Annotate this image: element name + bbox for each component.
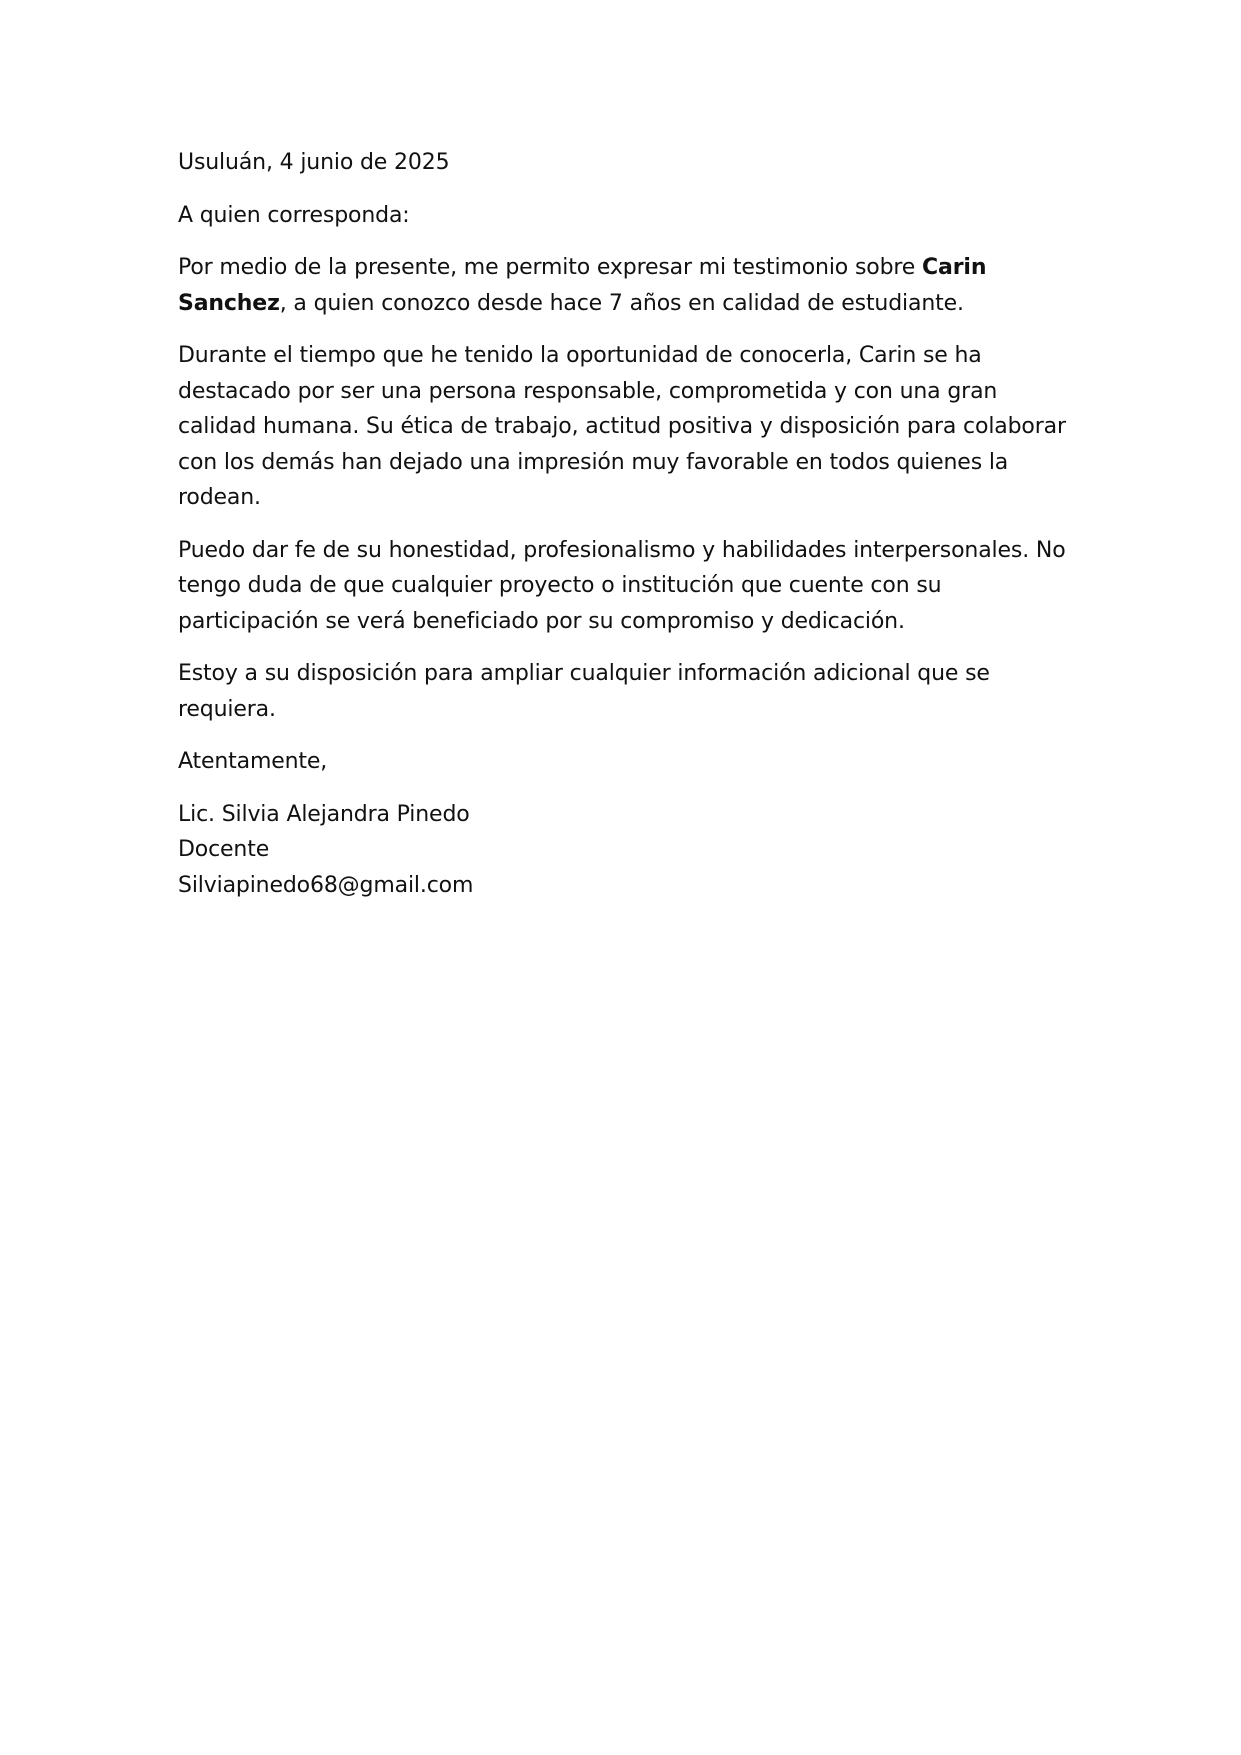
student-name: Carin Sanchez: [178, 255, 987, 316]
character-paragraph: Durante el tiempo que he tenido la oportunidad de conocerla, Carin se ha destacado por ser una persona responsable, comprometida y con una gran calidad humana. Su ética de trabajo, actitud positiva y disposición para colaborar con los demás han dejado una impresión muy favorable en todos quienes la rodean.: [178, 343, 1066, 510]
signer-name: Lic. Silvia Alejandra Pinedo: [178, 801, 470, 827]
signer-email: Silviapinedo68@gmail.com: [178, 872, 474, 898]
intro-paragraph: [178, 250, 1068, 321]
endorsement-paragraph: Puedo dar fe de su honestidad, profesionalismo y habilidades interpersonales. No tengo duda de que cualquier proyecto o institución que cuente con su participación se verá beneficiado por su compromiso y dedicación.: [178, 537, 1066, 634]
availability-paragraph: Estoy a su disposición para ampliar cualquier información adicional que se requiera.: [178, 661, 990, 722]
intro-text-before: Por medio de la presente, me permito expresar mi testimonio sobre: [178, 255, 923, 280]
letter-page: [178, 145, 1068, 920]
date-line: Usuluán, 4 junio de 2025: [178, 150, 450, 175]
salutation: A quien corresponda:: [178, 202, 410, 228]
intro-text-after: , a quien conozco desde hace 7 años en calidad de estudiante.: [279, 290, 964, 316]
signature-block: [178, 797, 1068, 904]
signer-role: Docente: [178, 837, 270, 862]
closing: Atentamente,: [178, 749, 328, 774]
